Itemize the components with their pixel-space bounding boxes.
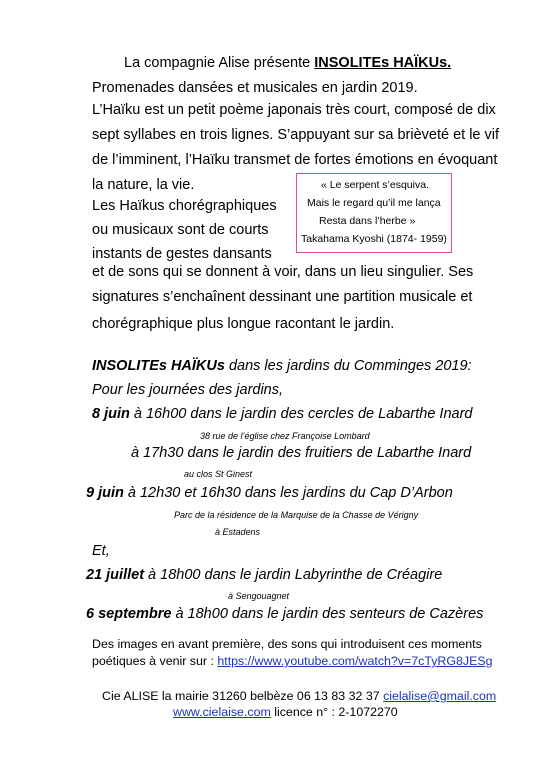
contact-line bbox=[102, 688, 496, 705]
intro-title bbox=[124, 53, 451, 73]
event-date: 9 juin bbox=[86, 485, 124, 501]
show-title: INSOLITEs HAÏKUs. bbox=[314, 55, 452, 71]
event-8-juin bbox=[92, 404, 472, 424]
haiku-quote-box bbox=[296, 173, 452, 253]
event-text: à 16h00 dans le jardin des cercles de Labarthe Inard bbox=[129, 406, 473, 422]
paragraph-line: ou musicaux sont de courts bbox=[92, 222, 269, 238]
schedule-et: Et, bbox=[92, 543, 110, 559]
schedule-heading bbox=[92, 356, 472, 376]
event-date: 21 juillet bbox=[86, 567, 145, 583]
intro-paragraph-1 bbox=[92, 98, 500, 173]
intro-title-prefix: La compagnie Alise présente bbox=[124, 55, 315, 71]
event-address: à Estadens bbox=[215, 527, 261, 537]
event-text: à 18h00 dans le jardin Labyrinthe de Créagire bbox=[144, 567, 443, 583]
paragraph-line: L’Haïku est un petit poème japonais très court, composé de dix bbox=[92, 102, 496, 118]
event-address: à Sengouagnet bbox=[228, 591, 290, 601]
intro-subtitle: Promenades dansées et musicales en jardin 2019. bbox=[92, 80, 418, 96]
website-link[interactable]: www.cielaise.com bbox=[173, 705, 271, 719]
haiku-line: Mais le regard qu’il me lança bbox=[307, 197, 441, 209]
event-date: 6 septembre bbox=[86, 606, 172, 622]
paragraph-line: de l’imminent, l’Haïku transmet de fortes émotions en évoquant bbox=[92, 152, 498, 168]
event-address: Parc de la résidence de la Marquise de la Chasse de Vérigny bbox=[174, 510, 419, 520]
event-8-juin-second: à 17h30 dans le jardin des fruitiers de Labarthe Inard bbox=[131, 445, 472, 461]
schedule-heading-rest: dans les jardins du Comminges 2019: bbox=[224, 358, 472, 374]
preview-line-2 bbox=[92, 653, 493, 670]
haiku-line: « Le serpent s’esquiva. bbox=[321, 179, 429, 191]
contact-text: Cie ALISE la mairie 31260 belbèze 06 13 83 32 37 bbox=[102, 689, 384, 703]
email-link[interactable]: cielalise@gmail.com bbox=[383, 689, 497, 703]
paragraph-line: Les Haïkus chorégraphiques bbox=[92, 198, 277, 214]
haiku-line: Resta dans l’herbe » bbox=[319, 215, 416, 227]
event-6-septembre bbox=[86, 604, 483, 624]
paragraph-line: signatures s’enchaînent dessinant une partition musicale et bbox=[92, 289, 473, 305]
event-date: 8 juin bbox=[92, 406, 130, 422]
schedule-intro: Pour les journées des jardins, bbox=[92, 382, 284, 398]
haiku-author: Takahama Kyoshi (1874- 1959) bbox=[301, 233, 447, 245]
event-21-juillet bbox=[86, 565, 442, 585]
licence-text: licence n° : 2-1072270 bbox=[270, 705, 398, 719]
event-text: à 12h30 et 16h30 dans les jardins du Cap D’Arbon bbox=[123, 485, 453, 501]
show-name: INSOLITEs HAÏKUs bbox=[92, 358, 225, 374]
preview-text: poétiques à venir sur : bbox=[92, 654, 218, 668]
paragraph-line: chorégraphique plus longue racontant le jardin. bbox=[92, 316, 395, 332]
youtube-link[interactable]: https://www.youtube.com/watch?v=7cTyRG8JESg bbox=[217, 654, 493, 668]
intro-paragraph-2 bbox=[92, 260, 474, 310]
event-text: à 18h00 dans le jardin des senteurs de Cazères bbox=[171, 606, 484, 622]
paragraph-line: sept syllabes en trois lignes. S’appuyant sur sa brièveté et le vif bbox=[92, 127, 500, 143]
event-address: 38 rue de l’église chez Françoise Lombard bbox=[200, 431, 370, 441]
event-9-juin bbox=[86, 483, 453, 503]
paragraph-line: instants de gestes dansants bbox=[92, 246, 272, 262]
website-line bbox=[173, 704, 398, 721]
event-address: au clos St Ginest bbox=[184, 469, 253, 479]
paragraph-line: et de sons qui se donnent à voir, dans un lieu singulier. Ses bbox=[92, 264, 474, 280]
preview-line: Des images en avant première, des sons qui introduisent ces moments bbox=[92, 637, 482, 651]
paragraph-line: la nature, la vie. bbox=[92, 177, 195, 193]
